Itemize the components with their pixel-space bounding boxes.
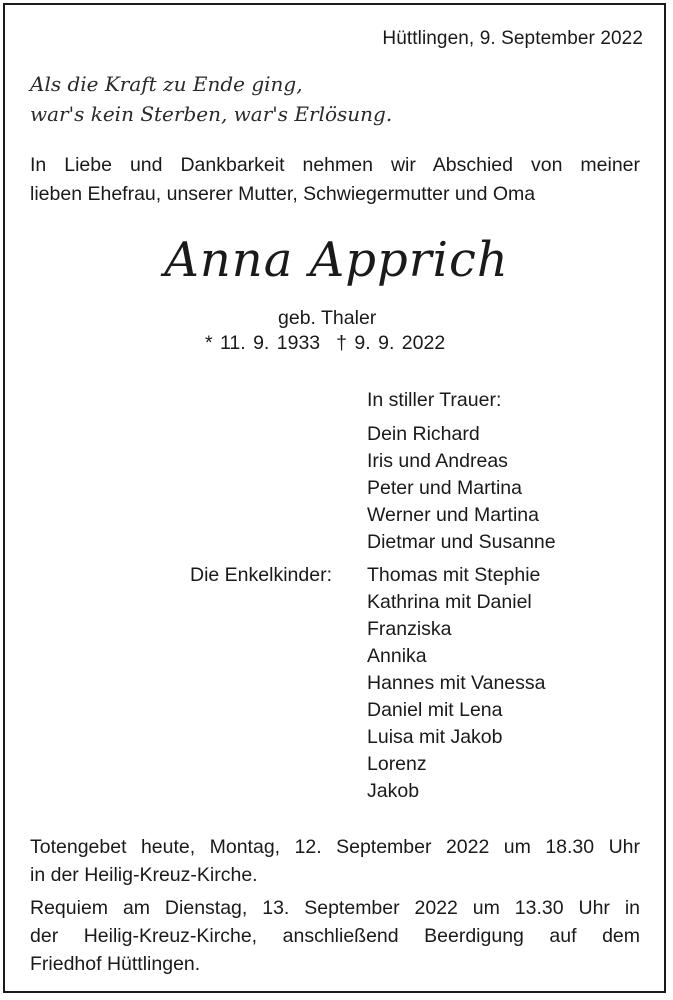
poem (30, 69, 392, 129)
list-item: Jakob (367, 780, 420, 802)
intro-line-1: In Liebe und Dankbarkeit nehmen wir Abschied von meiner (30, 154, 640, 176)
requiem-line-1: Requiem am Dienstag, 13. September 2022 um 13.30 Uhr in (30, 897, 640, 919)
family-list (367, 421, 556, 556)
place-date: Hüttlingen, 9. September 2022 (382, 28, 643, 49)
list-item: Iris und Andreas (367, 450, 508, 472)
list-item: Kathrina mit Daniel (367, 591, 532, 613)
intro-line-2: lieben Ehefrau, unserer Mutter, Schwiegermutter und Oma (30, 183, 536, 205)
list-item: Hannes mit Vanessa (367, 672, 546, 694)
death-date: † 9. 9. 2022 (336, 332, 446, 354)
deceased-name: Anna Apprich (164, 232, 509, 288)
prayer-line-2: in der Heilig-Kreuz-Kirche. (30, 864, 258, 886)
grandchildren-list (367, 562, 545, 805)
list-item: Dein Richard (367, 423, 480, 445)
mourners-title: In stiller Trauer: (367, 389, 502, 411)
list-item: Franziska (367, 618, 452, 640)
list-item: Annika (367, 645, 427, 667)
requiem-line-3: Friedhof Hüttlingen. (30, 953, 201, 975)
list-item: Daniel mit Lena (367, 699, 503, 721)
poem-line-2: war's kein Sterben, war's Erlösung. (30, 102, 393, 126)
intro-text (30, 151, 640, 209)
birth-name: geb. Thaler (278, 307, 377, 329)
birth-date: * 11. 9. 1933 (205, 332, 321, 354)
prayer-line-1: Totengebet heute, Montag, 12. September 2022 um 18.30 Uhr (30, 836, 640, 858)
grandchildren-label: Die Enkelkinder: (190, 564, 332, 586)
prayer-notice (30, 833, 640, 889)
list-item: Lorenz (367, 753, 427, 775)
list-item: Thomas mit Stephie (367, 564, 541, 586)
list-item: Werner und Martina (367, 504, 539, 526)
poem-line-1: Als die Kraft zu Ende ging, (30, 72, 303, 96)
list-item: Peter und Martina (367, 477, 523, 499)
list-item: Luisa mit Jakob (367, 726, 503, 748)
list-item: Dietmar und Susanne (367, 531, 556, 553)
requiem-notice (30, 894, 640, 978)
life-dates (205, 332, 445, 355)
requiem-line-2: der Heilig-Kreuz-Kirche, anschließend Beerdigung auf dem (30, 925, 640, 947)
